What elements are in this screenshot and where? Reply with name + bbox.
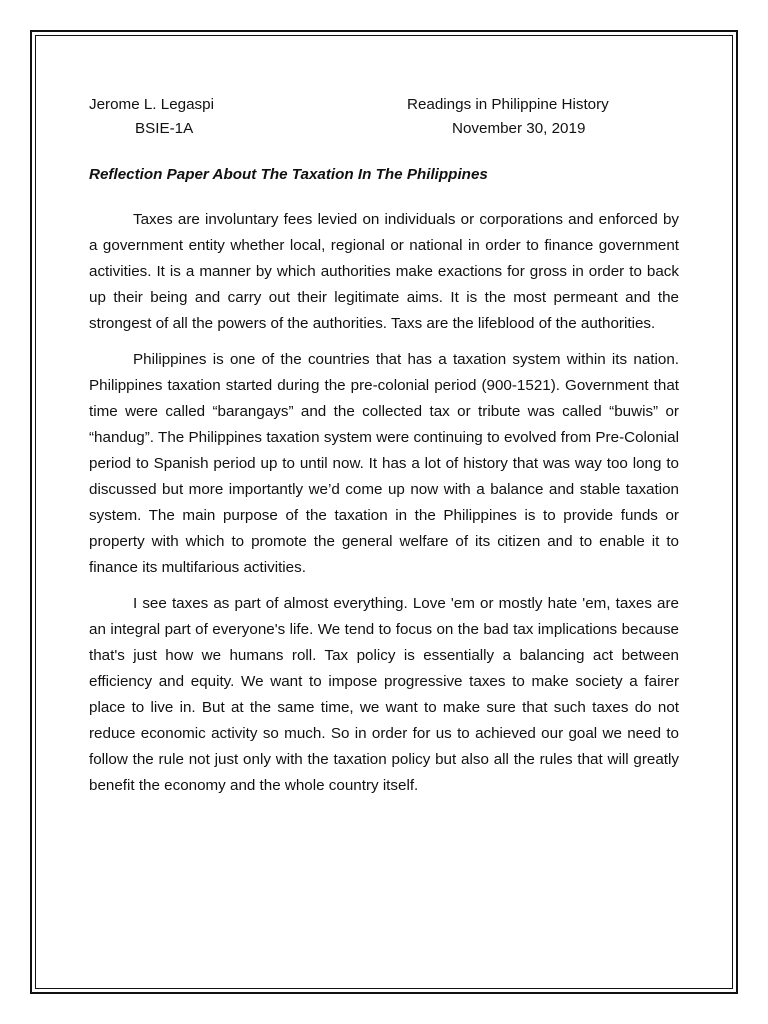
header-row-2 bbox=[89, 117, 679, 141]
date-text: November 30, 2019 bbox=[452, 120, 586, 137]
course-name: Readings in Philippine History bbox=[407, 96, 609, 113]
paragraph-2: Philippines is one of the countries that has a taxation system within its nation. Philippines taxation started during the pre-colonial period (900-1521). Government that time were called “barangays” and the collected tax or tribute was called “buwis” or “handug”. The Philippines taxation system were continuing to evolved from Pre-Colonial period to Spanish period up to until now. It has a lot of history that was way too long to discussed but more importantly we’d come up now with a balance and stable taxation system. The main purpose of the taxation in the Philippines is to provide funds or property with which to promote the general welfare of its citizen and to enable it to finance its multifarious activities. bbox=[89, 351, 679, 576]
document-body bbox=[89, 93, 679, 799]
paragraph-3: I see taxes as part of almost everything. Love 'em or mostly hate 'em, taxes are an integral part of everyone's life. We tend to focus on the bad tax implications because that's just how we humans roll. Tax policy is essentially a balancing act between efficiency and equity. We want to impose progressive taxes to make society a fairer place to live in. But at the same time, we want to make sure that such taxes do not reduce economic activity so much. So in order for us to achieved our goal we need to follow the rule not just only with the taxation policy but also all the rules that will greatly benefit the economy and the whole country itself. bbox=[89, 595, 679, 794]
paragraph-1: Taxes are involuntary fees levied on individuals or corporations and enforced by a government entity whether local, regional or national in order to finance government activities. It is a manner by which authorities make exactions for gross in order to back up their being and carry out their legitimate aims. It is the most permeant and the strongest of all the powers of the authorities. Taxs are the lifeblood of the authorities. bbox=[89, 211, 679, 332]
header-row-1 bbox=[89, 93, 679, 117]
author-name: Jerome L. Legaspi bbox=[89, 96, 214, 113]
section-name: BSIE-1A bbox=[135, 120, 194, 137]
paper-title: Reflection Paper About The Taxation In The Philippines bbox=[89, 166, 488, 183]
